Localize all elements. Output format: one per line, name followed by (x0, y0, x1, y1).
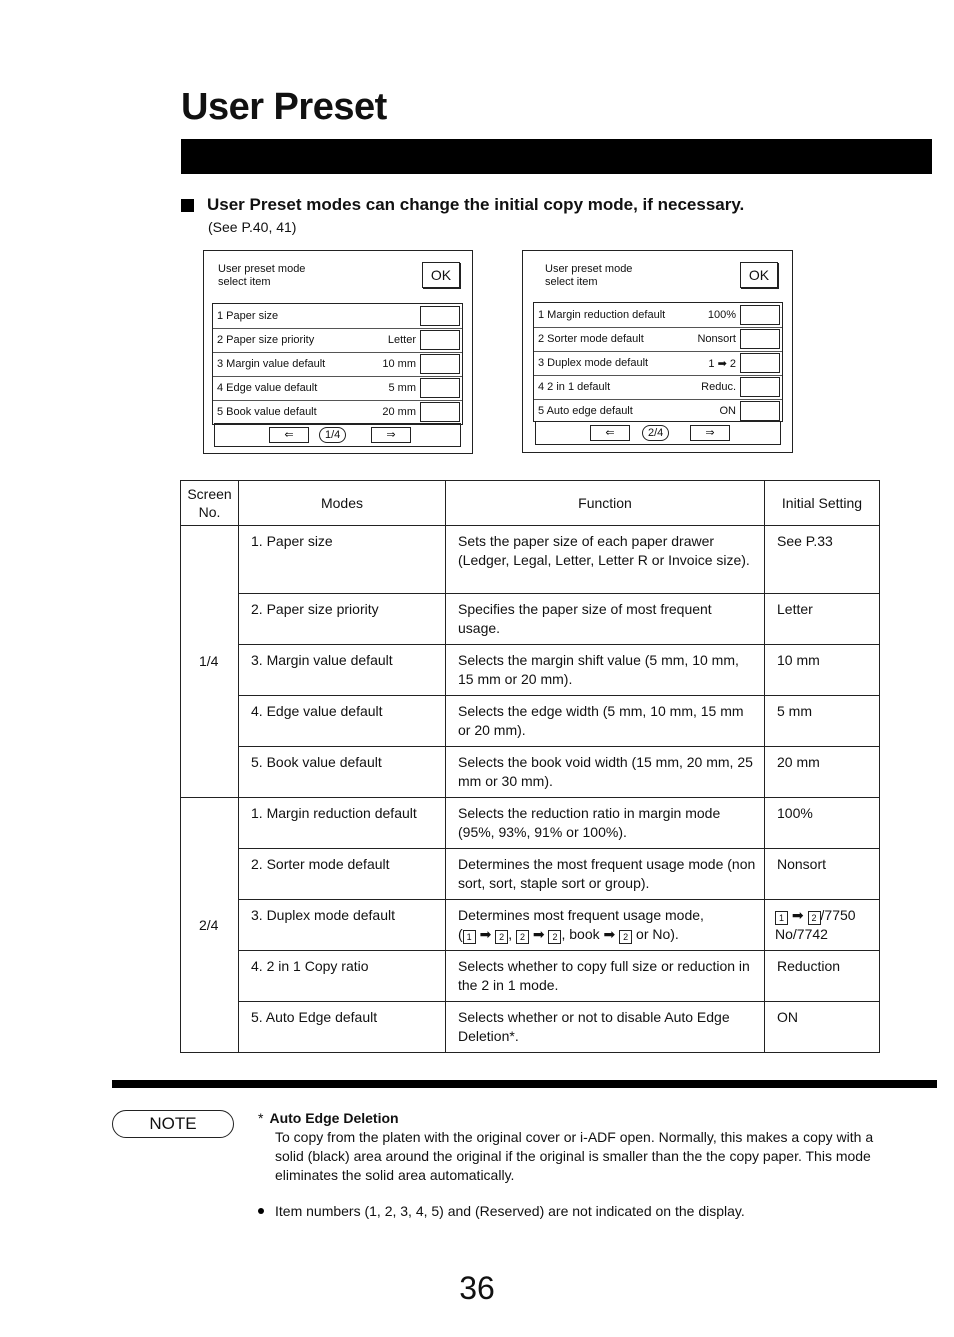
table-row (181, 594, 880, 645)
screen-header-line: User preset mode (218, 263, 306, 275)
mode-cell: 1. Margin reduction default (239, 798, 446, 849)
screen-header-line: User preset mode (545, 263, 633, 275)
row-value: 5 mm (388, 382, 416, 394)
row-value: ON (719, 405, 736, 417)
function-cell: Selects the edge width (5 mm, 10 mm, 15 mm or 20 mm). (446, 696, 765, 747)
ok-button[interactable]: OK (740, 262, 778, 288)
arrow-right-icon: ➡ (532, 926, 545, 942)
select-box[interactable] (740, 377, 780, 397)
select-box[interactable] (740, 305, 780, 325)
note-title-text: Auto Edge Deletion (269, 1110, 399, 1126)
screen-row[interactable] (534, 303, 782, 328)
mode-2-box-icon: 2 (548, 930, 561, 944)
header-function: Function (446, 481, 765, 526)
row-label: 3 Duplex mode default (538, 357, 649, 369)
mode-cell: 4. 2 in 1 Copy ratio (239, 951, 446, 1002)
screen-row[interactable] (213, 400, 462, 424)
note-badge: NOTE (112, 1110, 234, 1138)
screen-item-list (533, 302, 783, 422)
table-row (181, 1002, 880, 1053)
table-row (181, 900, 880, 951)
table-row (181, 645, 880, 696)
select-box[interactable] (420, 306, 460, 326)
row-label: 4 Edge value default (217, 382, 318, 394)
table-row (181, 798, 880, 849)
initial-text: No/7742 (775, 926, 828, 942)
mode-2-box-icon: 2 (495, 930, 508, 944)
mode-cell: 2. Paper size priority (239, 594, 446, 645)
table-row (181, 747, 880, 798)
screen-panel-1 (203, 250, 473, 454)
initial-text: /7750 (820, 907, 856, 923)
section-heading (181, 195, 744, 215)
function-cell: Selects the reduction ratio in margin mode (95%, 93%, 91% or 100%). (446, 798, 765, 849)
initial-cell: 20 mm (765, 747, 880, 798)
ok-button[interactable]: OK (422, 262, 460, 288)
mode-cell: 4. Edge value default (239, 696, 446, 747)
function-cell: Sets the paper size of each paper drawer (Ledger, Legal, Letter, Letter R or Invoice size). (446, 526, 765, 594)
row-label: 4 2 in 1 default (538, 381, 611, 393)
screen-row[interactable] (213, 376, 462, 401)
mode-cell: 2. Sorter mode default (239, 849, 446, 900)
function-text: Determines most frequent usage mode, (458, 907, 704, 923)
screen-header-line: select item (218, 276, 271, 288)
function-cell: Selects whether or not to disable Auto Edge Deletion*. (446, 1002, 765, 1053)
mode-cell: 3. Duplex mode default (239, 900, 446, 951)
bullet-dot-icon (258, 1208, 264, 1214)
mode-2-box-icon: 2 (619, 930, 632, 944)
screen-row[interactable] (534, 327, 782, 352)
asterisk-marker: * (258, 1110, 264, 1126)
section-heading-text: User Preset modes can change the initial copy mode, if necessary. (207, 195, 745, 214)
screen-row[interactable] (534, 399, 782, 423)
screen-row[interactable] (534, 375, 782, 400)
row-value: Reduc. (701, 381, 736, 393)
note-body: To copy from the platen with the original cover or i-ADF open. Normally, this makes a copy with a solid (black) area around the original if the original is smaller than the the copy paper. This mode eliminates the solid area automatically. (275, 1129, 874, 1183)
screen-row[interactable] (213, 352, 462, 377)
mode-cell: 5. Auto Edge default (239, 1002, 446, 1053)
row-label: 2 Sorter mode default (538, 333, 644, 345)
header-initial-setting: Initial Setting (765, 481, 880, 526)
mode-2-box-icon: 2 (516, 930, 529, 944)
initial-cell: 10 mm (765, 645, 880, 696)
row-value: 20 mm (382, 406, 416, 418)
select-box[interactable] (740, 401, 780, 421)
table-header-row (181, 481, 880, 526)
function-cell: Selects the book void width (15 mm, 20 mm, 25 mm or 30 mm). (446, 747, 765, 798)
initial-cell: Nonsort (765, 849, 880, 900)
initial-cell: 5 mm (765, 696, 880, 747)
prev-page-button[interactable]: ⇐ (269, 427, 309, 443)
arrow-right-icon: ➡ (603, 926, 616, 942)
screen-header (545, 263, 632, 289)
mode-2-box-icon: 2 (808, 911, 821, 925)
table-row (181, 696, 880, 747)
screen-panel-2 (522, 250, 793, 453)
select-box[interactable] (420, 378, 460, 398)
screen-item-list (212, 303, 463, 425)
title-underline-bar (181, 139, 932, 174)
header-screen-no: Screen No. (181, 481, 239, 526)
user-preset-modes-table (180, 480, 880, 1053)
row-label: 5 Auto edge default (538, 405, 633, 417)
row-label: 5 Book value default (217, 406, 317, 418)
page-indicator: 1/4 (319, 427, 346, 443)
row-label: 1 Margin reduction default (538, 309, 666, 321)
table-row (181, 849, 880, 900)
function-cell: Determines most frequent usage mode, ( 1 ➡ 2 , 2 ➡ 2 , book ➡ 2 or No). (446, 900, 765, 951)
row-label: 3 Margin value default (217, 358, 326, 370)
screen-nav-bar (214, 423, 461, 447)
select-box[interactable] (740, 329, 780, 349)
select-box[interactable] (420, 402, 460, 422)
next-page-button[interactable]: ⇒ (690, 425, 730, 441)
prev-page-button[interactable]: ⇐ (590, 425, 630, 441)
note-title (258, 1110, 399, 1126)
page-number: 36 (459, 1270, 495, 1306)
select-box[interactable] (740, 353, 780, 373)
page-indicator: 2/4 (642, 425, 669, 441)
mode-1-box-icon: 1 (463, 930, 476, 944)
screen-header (218, 263, 305, 289)
page-title: User Preset (181, 86, 387, 128)
screen-row[interactable] (213, 304, 462, 329)
screen-nav-bar (535, 421, 781, 445)
section-divider (112, 1080, 937, 1088)
see-reference: (See P.40, 41) (208, 219, 297, 235)
arrow-right-icon: ➡ (791, 907, 804, 923)
function-cell: Selects the margin shift value (5 mm, 10 mm, 15 mm or 20 mm). (446, 645, 765, 696)
note-bullet (258, 1203, 745, 1219)
row-value: 100% (707, 309, 736, 321)
select-box[interactable] (420, 354, 460, 374)
row-value: Letter (387, 334, 416, 346)
note-bullet-text: Item numbers (1, 2, 3, 4, 5) and (Reserved) are not indicated on the display. (275, 1203, 745, 1219)
table-row (181, 526, 880, 594)
mode-1-box-icon: 1 (775, 911, 788, 925)
screen-number: 2/4 (181, 798, 239, 1053)
row-value: 1 ➡ 2 (708, 358, 736, 370)
mode-cell: 1. Paper size (239, 526, 446, 594)
mode-cell: 3. Margin value default (239, 645, 446, 696)
initial-cell: Letter (765, 594, 880, 645)
initial-cell: Reduction (765, 951, 880, 1002)
header-modes: Modes (239, 481, 446, 526)
initial-cell (765, 900, 880, 951)
screen-row[interactable] (534, 351, 782, 376)
initial-cell: 100% (765, 798, 880, 849)
arrow-right-icon: ➡ (479, 926, 492, 942)
screen-number: 1/4 (181, 526, 239, 798)
function-cell: Determines the most frequent usage mode (non sort, sort, staple sort or group). (446, 849, 765, 900)
row-value: 10 mm (382, 358, 416, 370)
next-page-button[interactable]: ⇒ (371, 427, 411, 443)
function-cell: Specifies the paper size of most frequent usage. (446, 594, 765, 645)
screen-header-line: select item (545, 276, 598, 288)
row-label: 1 Paper size (217, 310, 279, 322)
table-row (181, 951, 880, 1002)
function-cell: Selects whether to copy full size or reduction in the 2 in 1 mode. (446, 951, 765, 1002)
initial-cell: See P.33 (765, 526, 880, 594)
row-label: 2 Paper size priority (217, 334, 315, 346)
initial-cell: ON (765, 1002, 880, 1053)
screen-row[interactable] (213, 328, 462, 353)
function-text: or No). (636, 926, 679, 942)
mode-cell: 5. Book value default (239, 747, 446, 798)
row-value: Nonsort (697, 333, 736, 345)
square-bullet-icon (181, 199, 194, 212)
select-box[interactable] (420, 330, 460, 350)
